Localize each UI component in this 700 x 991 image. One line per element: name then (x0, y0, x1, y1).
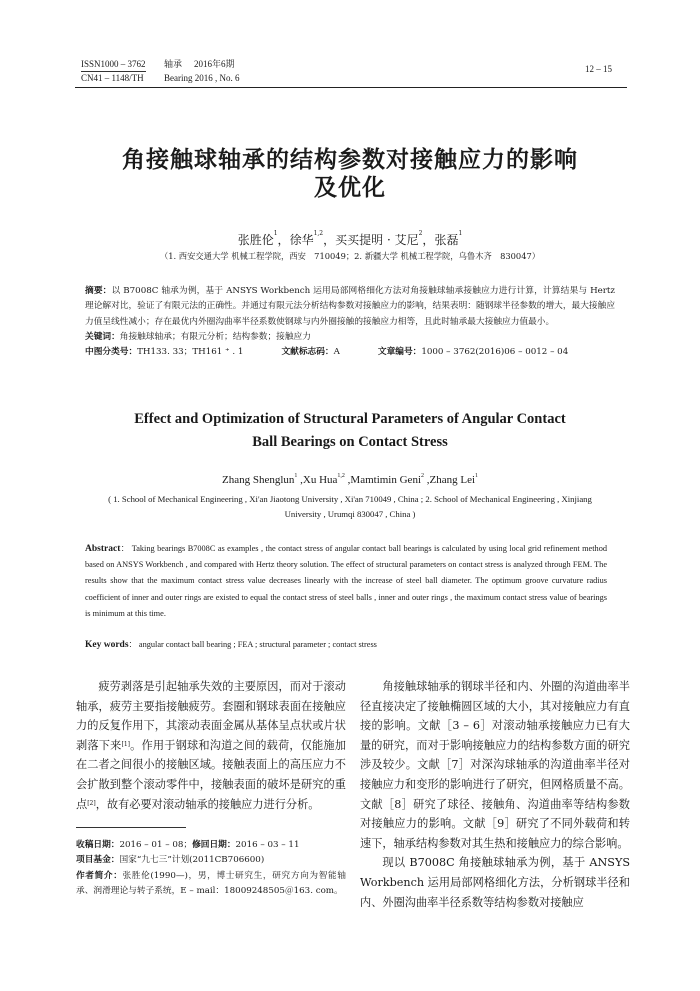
author-name: Xu Hua (302, 474, 338, 486)
author-en (350, 474, 429, 486)
author-name: Zhang Shenglun (221, 474, 295, 486)
paragraph-text: ，故有必要对滚动轴承的接触应力进行分析。 (95, 797, 320, 811)
article-number (378, 345, 568, 360)
author-sup: 2 (421, 473, 424, 479)
paragraph-text: 。作用于钢球和沟道之间的载荷，仅能施加在二者之间很小的接触区域。接触表面上的高压应力不会扩散到整个滚动零件中，接触表面的破坏是研究的重点 (76, 738, 346, 811)
revised-label: 修回日期： (192, 840, 236, 850)
paragraph-text: 疲劳剥落是引起轴承失效的主要原因，而对于滚动轴承，疲劳主要指接触疲劳。套圈和钢球表面在接触应力的反复作用下，其滚动表面金属从基体呈点状或片状剥落下来 (76, 680, 346, 752)
author-sup: 1,2 (313, 230, 324, 237)
page-range: 12 – 15 (585, 64, 612, 74)
clc-label: 中图分类号： (85, 347, 138, 358)
author-bio-label: 作者简介： (76, 870, 123, 881)
author-en (303, 474, 351, 486)
fund-footnote (76, 853, 346, 868)
author-cn (434, 230, 463, 247)
fund-label: 项目基金： (76, 855, 120, 866)
citation-ref[interactable]: [1] (121, 740, 130, 748)
author-sep: , (424, 474, 430, 486)
authors-cn (60, 231, 640, 248)
affiliation-cn: （1. 西安交通大学 机械工程学院，西安 710049；2. 新疆大学 机械工程学院，乌鲁木齐 830047） (159, 251, 541, 261)
author-bio-footnote (76, 869, 346, 900)
author-sep: ， (422, 233, 435, 247)
keywords-en (85, 638, 607, 650)
doc-code-label: 文献标志码： (281, 347, 334, 358)
keywords-cn (85, 330, 615, 345)
journal-header (81, 58, 240, 85)
author-name: 徐华 (289, 233, 314, 247)
article-no-value: 1000 – 3762(2016)06 – 0012 – 04 (421, 347, 569, 358)
title-en-line2: Ball Bearings on Contact Stress (252, 434, 448, 450)
author-en (430, 474, 479, 486)
title-cn-line2: 及优化 (314, 174, 386, 201)
author-sup: 1,2 (337, 473, 345, 479)
abstract-cn-text: 以 B7008C 轴承为例，基于 ANSYS Workbench 运用局部网格细化方法对角接触球轴承接触应力进行计算，计算结果与 Hertz 理论解对比，验证了有限元法的正确性。并通过有限元法分析结构参数对接触应力的影响，结果表明：随钢球半径参数的增大，最大接触应力值呈线性减小；存在最优内外圈沟曲率半径系数使钢球与内外圈接触的接触应力相等，且此时轴承最大接触应力值最小。 (85, 286, 616, 327)
paragraph (76, 677, 346, 814)
paper-title-en (60, 408, 640, 454)
article-no-label: 文章编号： (377, 347, 422, 358)
issn: ISSN1000 – 3762 (81, 58, 146, 72)
cn-number: CN41 – 1148/TH (81, 73, 144, 83)
received-date: 2016 – 01 – 08； (119, 840, 193, 850)
author-sup: 1 (458, 230, 463, 237)
author-sep: ， (277, 233, 290, 247)
author-bio-text: 张胜伦(1990—)，男，博士研究生，研究方向为智能轴承、润滑理论与转子系统，E – mail：18009248505＠163. com。 (76, 870, 346, 896)
footnote-divider (76, 827, 186, 828)
abstract-en-label: Abstract (85, 544, 121, 554)
author-sup: 2 (418, 230, 423, 237)
clc-number (85, 345, 243, 360)
doc-code (281, 345, 339, 360)
title-en-line1: Effect and Optimization of Structural Parameters of Angular Contact (134, 411, 566, 427)
author-name: 张磊 (434, 233, 459, 247)
author-name: 张胜伦 (237, 233, 274, 247)
affiliation-en: ( 1. School of Mechanical Engineering , Xi'an Jiaotong University , Xi'an 710049 , China ; 2. School of Mechanical Engineering , Xinjiang University , Urumqi 830047 , China ) (108, 494, 592, 519)
author-sup: 1 (294, 473, 298, 479)
author-sep: ， (323, 233, 336, 247)
author-en (222, 474, 303, 486)
fund-text: 国家“九七三”计划(2011CB706600) (119, 855, 265, 866)
title-cn-line1: 角接触球轴承的结构参数对接触应力的影响 (122, 146, 578, 173)
clc-value: TH133. 33；TH161 ⁺ . 1 (137, 347, 244, 358)
keywords-en-label: Key words (85, 640, 129, 650)
paper-title-cn (60, 146, 640, 202)
journal-name-en: Bearing 2016 , No. 6 (164, 73, 240, 83)
journal-name-cn: 轴承 (164, 59, 183, 69)
author-sep: , (297, 474, 303, 486)
keywords-cn-label: 关键词： (85, 331, 120, 342)
abstract-cn-body (85, 284, 615, 330)
doc-code-value: A (333, 347, 340, 358)
authors-en (60, 474, 640, 486)
body-column-left (76, 677, 346, 814)
author-sup: 1 (273, 230, 278, 237)
keywords-cn-text: 角接触球轴承；有限元分析；结构参数；接触应力 (119, 331, 311, 342)
keywords-en-text: ： angular contact ball bearing ; FEA ; structural parameter ; contact stress (128, 640, 377, 649)
paragraph: 角接触球轴承的钢球半径和内、外圈的沟道曲率半径直接决定了接触椭圆区域的大小，其对接触应力有直接的影响。文献［3 – 6］对滚动轴承接触应力已有大量的研究，而对于影响接触应力的结构参数方面的研究涉及较少。文献［7］对深沟球轴承的沟道曲率半径对接触应力和变形的影响进行了研究，但网格质量不高。文献［8］研究了球径、接触角、沟道曲率等结构参数对接触应力的影响。文献［9］研究了不同外载荷和转速下，轴承结构参数对其生热和接触应力的综合影响。 (360, 680, 630, 850)
revised-date: 2016 – 03 – 11 (235, 840, 300, 850)
paragraph: 现以 B7008C 角接触球轴承为例，基于 ANSYS Workbench 运用局部网格细化方法，分析钢球半径和内、外圈沟曲率半径系数等结构参数对接触应 (360, 856, 630, 909)
author-sep: , (344, 474, 351, 486)
header-divider (75, 87, 627, 88)
abstract-en (85, 541, 607, 622)
dates-footnote (76, 838, 346, 853)
footnotes (76, 838, 346, 899)
abstract-en-text: ： Taking bearings B7008C as examples , the contact stress of angular contact ball bearings is calculated by using local grid refinement method based on ANSYS Workbench , and compared with Hertz theory solution. The effect of structural parameters on contact stress is analyzed through FEM. The results show that the maximum contact stress value decreases linearly with the increase of steel ball diameter. The optimum groove curvature radius coefficient of inner and outer rings are existed to equal the contact stress of steel balls , inner and outer rings , the maximum contact stress value of bearings is minimum at this time. (85, 544, 607, 618)
author-sup: 1 (475, 473, 479, 479)
abstract-cn-label: 摘要： (85, 286, 112, 296)
issue-cn: 2016年6期 (194, 59, 235, 69)
author-cn (335, 230, 435, 247)
abstract-cn (85, 284, 615, 360)
citation-ref[interactable]: [2] (87, 799, 96, 807)
classification-row (85, 345, 615, 360)
author-name: Mamtimin Geni (350, 474, 421, 486)
author-name: 买买提明 · 艾尼 (335, 233, 419, 247)
author-cn (289, 230, 336, 247)
body-column-right (360, 677, 630, 912)
author-cn (237, 230, 290, 247)
received-label: 收稿日期： (76, 840, 120, 850)
author-name: Zhang Lei (429, 474, 476, 486)
